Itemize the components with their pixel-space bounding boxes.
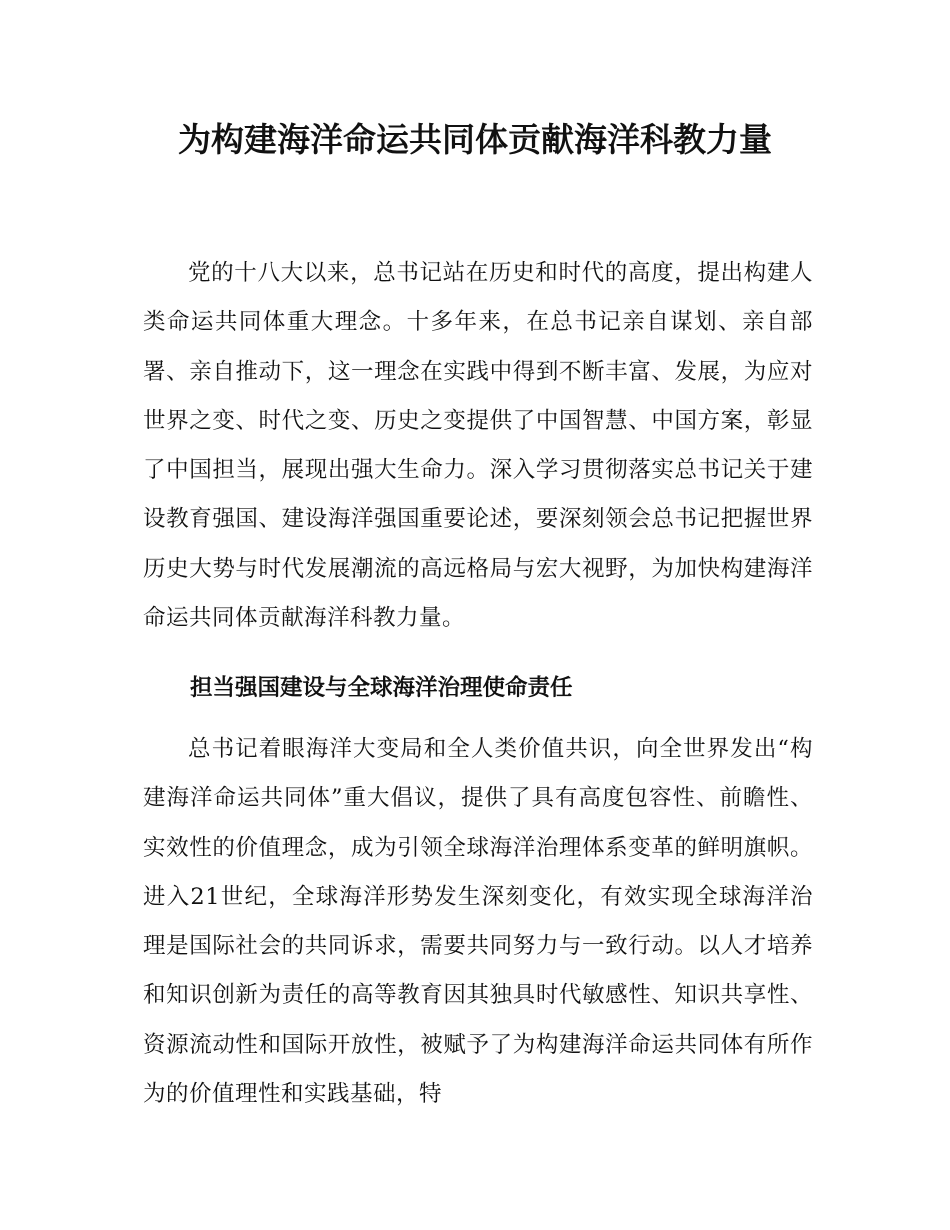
paragraph-intro: 党的十八大以来，总书记站在历史和时代的高度，提出构建人类命运共同体重大理念。十多年来，在总书记亲自谋划、亲自部署、亲自推动下，这一理念在实践中得到不断丰富、发展，为应对世界之变、时代之变、历史之变提供了中国智慧、中国方案，彰显了中国担当，展现出强大生命力。深入学习贯彻落实总书记关于建设教育强国、建设海洋强国重要论述，要深刻领会总书记把握世界历史大势与时代发展潮流的高远格局与宏大视野，为加快构建海洋命运共同体贡献海洋科教力量。 — [143, 260, 813, 632]
document-title: 为构建海洋命运共同体贡献海洋科教力量 — [178, 120, 772, 159]
section-heading: 担当强国建设与全球海洋治理使命责任 — [190, 675, 573, 701]
paragraph-body: 总书记着眼海洋大变局和全人类价值共识，向全世界发出“构建海洋命运共同体”重大倡议，提供了具有高度包容性、前瞻性、实效性的价值理念，成为引领全球海洋治理体系变革的鲜明旗帜。进入21世纪，全球海洋形势发生深刻变化，有效实现全球海洋治理是国际社会的共同诉求，需要共同努力与一致行动。以人才培养和知识创新为责任的高等教育因其独具时代敏感性、知识共享性、资源流动性和国际开放性，被赋予了为构建海洋命运共同体有所作为的价值理性和实践基础，特 — [143, 736, 813, 1108]
